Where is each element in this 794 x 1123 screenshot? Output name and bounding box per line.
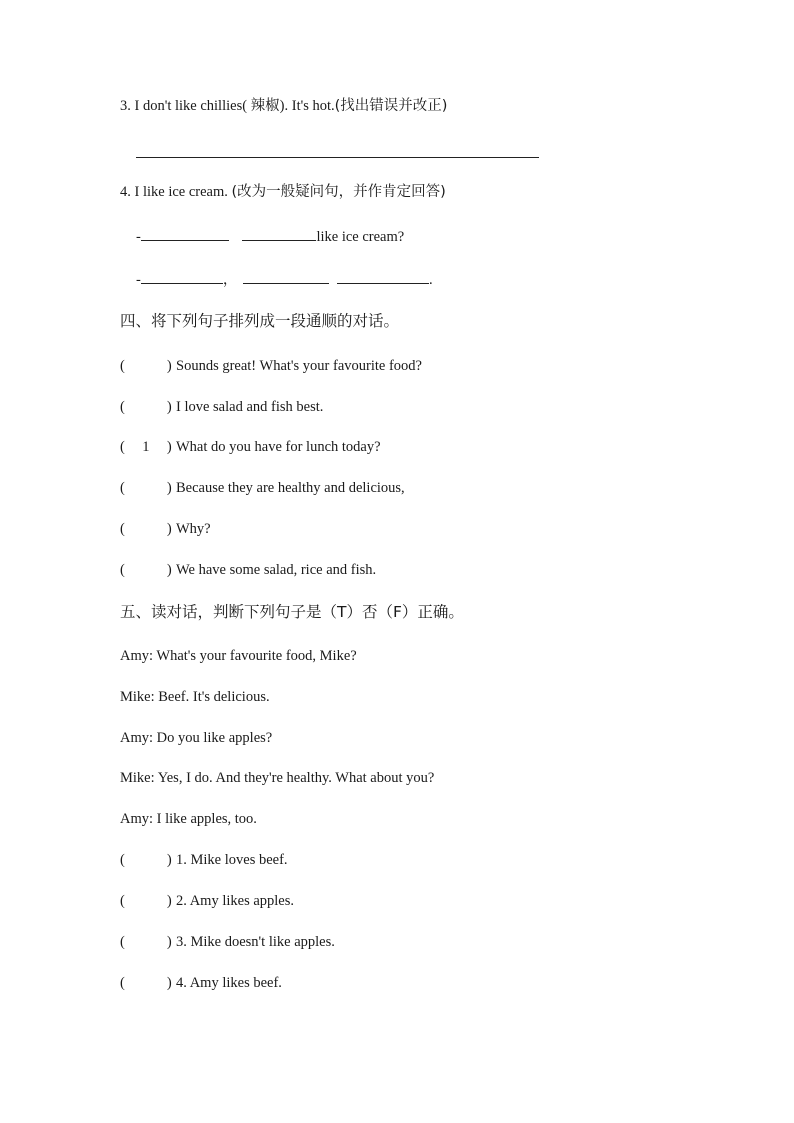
list-item-text: Sounds great! What's your favourite food? xyxy=(176,358,422,374)
list-item xyxy=(120,519,211,539)
answer-blank[interactable]: ( ) xyxy=(120,852,172,868)
dash: - xyxy=(136,272,141,288)
list-item-text: 1. Mike loves beef. xyxy=(176,852,288,868)
question-4-answer-tail: like ice cream? xyxy=(316,229,405,245)
list-item xyxy=(120,891,294,911)
blank-1[interactable] xyxy=(141,226,229,241)
blank-5[interactable] xyxy=(337,269,429,284)
dialogue-line: Mike: Beef. It's delicious. xyxy=(120,689,270,705)
dialogue-line: Mike: Yes, I do. And they're healthy. What about you? xyxy=(120,770,435,786)
dialogue-line: Amy: What's your favourite food, Mike? xyxy=(120,648,357,664)
section-4-heading: 四、将下列句子排列成一段通顺的对话。 xyxy=(120,312,400,330)
list-item xyxy=(120,850,288,870)
question-4-text: 4. I like ice cream. xyxy=(120,184,232,200)
list-item xyxy=(120,932,335,952)
dialogue-line: Amy: Do you like apples? xyxy=(120,730,273,746)
question-3 xyxy=(120,96,447,116)
answer-line-question-3[interactable] xyxy=(136,157,539,158)
list-item-text: We have some salad, rice and fish. xyxy=(176,562,377,578)
answer-blank[interactable]: ( ) xyxy=(120,521,172,537)
list-item xyxy=(120,356,422,376)
answer-blank[interactable]: ( ) xyxy=(120,893,172,909)
question-3-instruction: (找出错误并改正) xyxy=(334,98,448,114)
comma: ， xyxy=(222,272,238,288)
dialogue-line: Amy: I like apples, too. xyxy=(120,811,257,827)
list-item xyxy=(120,973,282,993)
list-item-text: 4. Amy likes beef. xyxy=(176,975,282,991)
list-item-text: Why? xyxy=(176,521,211,537)
blank-2[interactable] xyxy=(242,226,316,241)
blank-4[interactable] xyxy=(243,269,329,284)
section-5-heading: 五、读对话，判断下列句子是（T）否（F）正确。 xyxy=(120,603,464,621)
answer-blank[interactable]: ( ) xyxy=(120,399,172,415)
list-item-text: I love salad and fish best. xyxy=(176,399,324,415)
list-item-text: 2. Amy likes apples. xyxy=(176,893,295,909)
question-4-instruction: (改为一般疑问句，并作肯定回答) xyxy=(231,184,446,200)
answer-blank[interactable]: ( ) xyxy=(120,934,172,950)
answer-blank[interactable]: ( ) xyxy=(120,562,172,578)
question-4 xyxy=(120,182,446,202)
list-item xyxy=(120,397,323,417)
list-item xyxy=(120,560,376,580)
list-item-text: Because they are healthy and delicious, xyxy=(176,480,405,496)
answer-blank[interactable]: ( ) xyxy=(120,480,172,496)
list-item-text: 3. Mike doesn't like apples. xyxy=(176,934,335,950)
list-item xyxy=(120,478,405,498)
question-4-answer-line-1 xyxy=(136,226,404,247)
blank-3[interactable] xyxy=(141,269,223,284)
list-item-text: What do you have for lunch today? xyxy=(176,439,381,455)
dash: - xyxy=(136,229,141,245)
question-4-answer-line-2 xyxy=(136,269,433,290)
list-item xyxy=(120,437,381,457)
question-3-text: 3. I don't like chillies( 辣椒). It's hot. xyxy=(120,98,335,114)
answer-blank[interactable]: ( ) xyxy=(120,975,172,991)
answer-blank[interactable]: ( 1 ) xyxy=(120,439,172,455)
period: . xyxy=(428,272,433,288)
answer-blank[interactable]: ( ) xyxy=(120,358,172,374)
